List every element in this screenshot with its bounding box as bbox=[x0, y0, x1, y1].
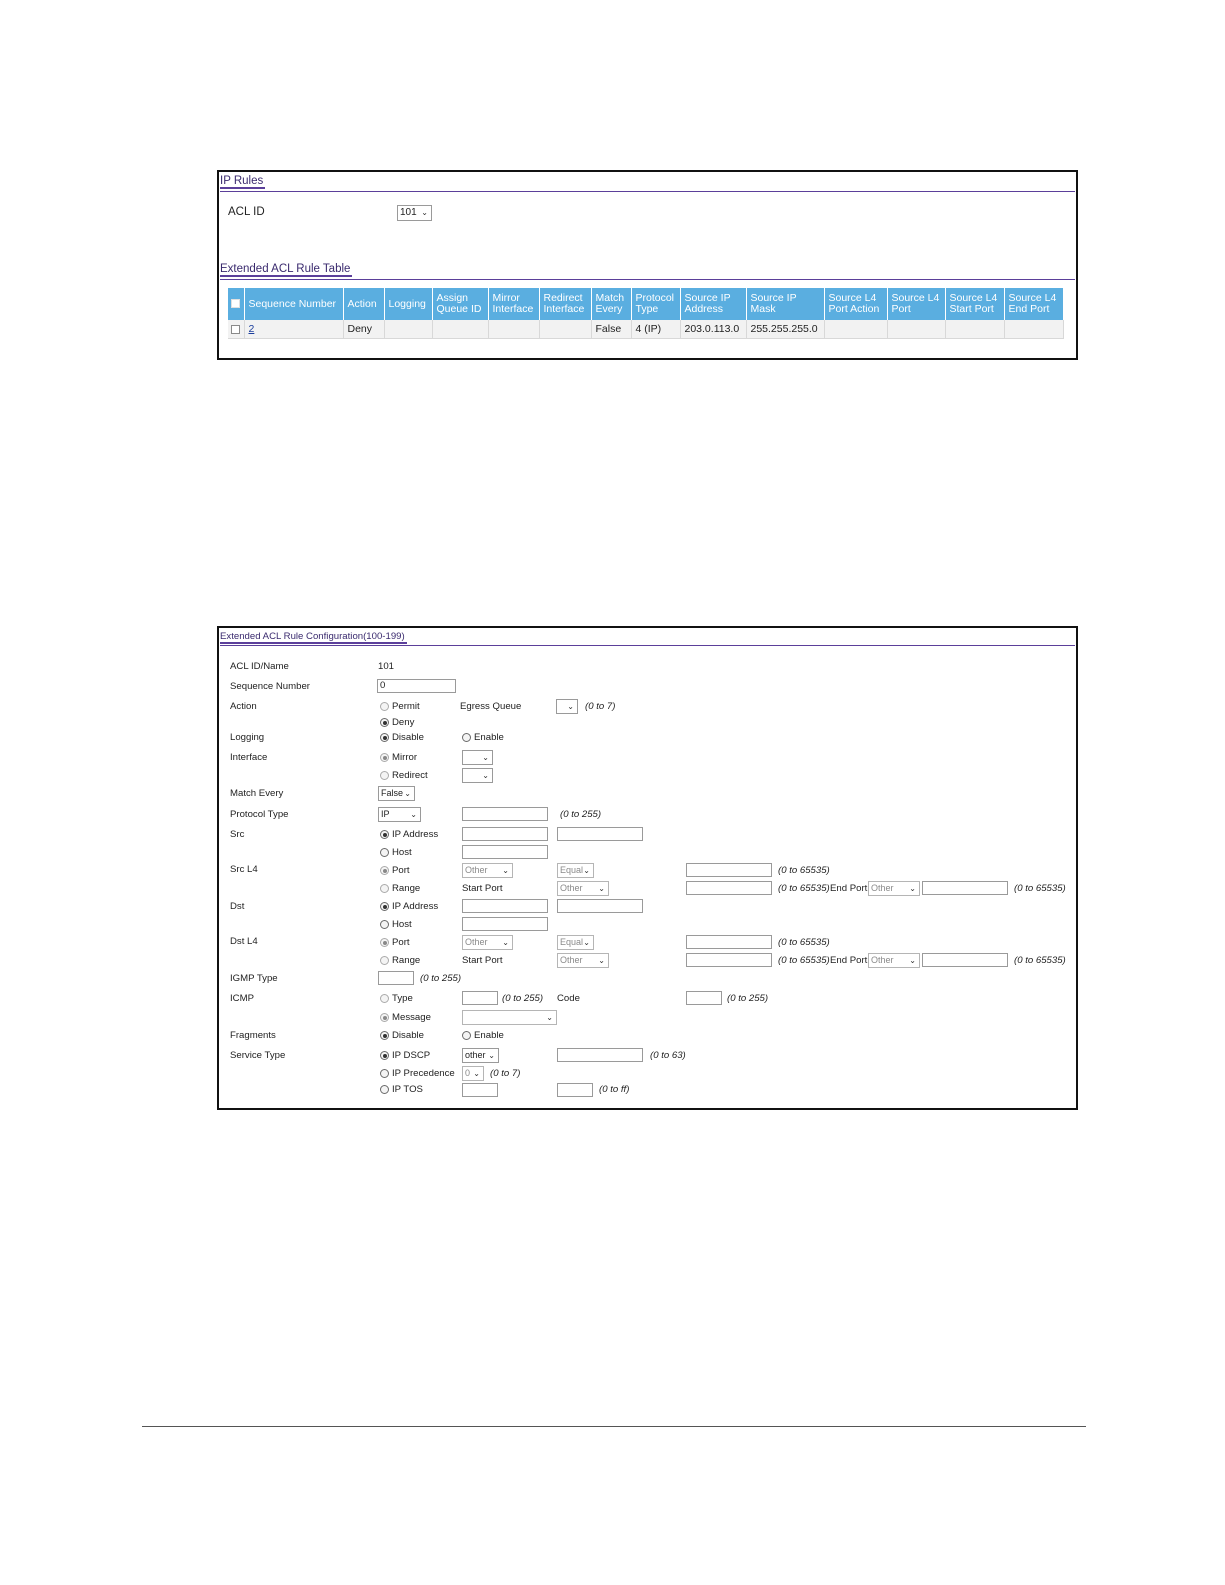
icmp-code-hint: (0 to 255) bbox=[727, 993, 769, 1004]
ip-tos-hint: (0 to ff) bbox=[599, 1084, 630, 1095]
interface-mirror-label: Mirror bbox=[392, 752, 418, 763]
cell-action: Deny bbox=[343, 320, 384, 339]
dst-l4-operator-value: Equal bbox=[560, 937, 584, 947]
dst-ip-address-radio[interactable] bbox=[380, 902, 389, 911]
row-checkbox[interactable] bbox=[231, 325, 240, 334]
src-l4-port-label: Port bbox=[392, 865, 410, 876]
cell-source-l4-port bbox=[887, 320, 945, 339]
row-checkbox-cell[interactable] bbox=[228, 320, 244, 339]
col-source-l4-port[interactable]: Source L4 Port bbox=[887, 288, 945, 320]
ip-dscp-hint: (0 to 63) bbox=[650, 1050, 686, 1061]
acl-id-name-value: 101 bbox=[378, 661, 395, 672]
protocol-number-input[interactable] bbox=[462, 807, 548, 821]
dst-l4-start-port-label: Start Port bbox=[462, 955, 503, 966]
icmp-code-input[interactable] bbox=[686, 991, 722, 1005]
protocol-number-hint: (0 to 255) bbox=[560, 809, 602, 820]
col-source-l4-end-port[interactable]: Source L4 End Port bbox=[1004, 288, 1063, 320]
section-divider bbox=[220, 279, 1075, 280]
fragments-disable-label: Disable bbox=[392, 1030, 424, 1041]
section-divider bbox=[220, 191, 1075, 192]
src-l4-start-port-select-value: Other bbox=[560, 883, 583, 893]
egress-queue-select[interactable] bbox=[556, 699, 578, 714]
ip-dscp-select-value: other bbox=[465, 1050, 486, 1060]
dst-l4-label: Dst L4 bbox=[230, 936, 258, 947]
src-ip-address-label: IP Address bbox=[392, 829, 439, 840]
table-row[interactable] bbox=[228, 320, 1063, 339]
chevron-down-icon: ⌄ bbox=[410, 810, 417, 819]
src-host-radio[interactable] bbox=[380, 848, 389, 857]
ip-precedence-hint: (0 to 7) bbox=[490, 1068, 521, 1079]
dst-host-input[interactable] bbox=[462, 917, 548, 931]
chevron-down-icon: ⌄ bbox=[598, 884, 605, 893]
dst-l4-port-radio[interactable] bbox=[380, 938, 389, 947]
cell-logging bbox=[384, 320, 432, 339]
interface-label: Interface bbox=[230, 752, 268, 763]
chevron-down-icon: ⌄ bbox=[583, 938, 590, 947]
sequence-number-label: Sequence Number bbox=[230, 681, 310, 692]
dst-l4-end-port-input[interactable] bbox=[922, 953, 1008, 967]
chevron-down-icon: ⌄ bbox=[546, 1013, 553, 1022]
col-source-l4-start-port[interactable]: Source L4 Start Port bbox=[945, 288, 1004, 320]
src-l4-end-port-input[interactable] bbox=[922, 881, 1008, 895]
dst-l4-end-port-label: End Port bbox=[830, 955, 868, 966]
chevron-down-icon: ⌄ bbox=[598, 956, 605, 965]
logging-disable-radio[interactable] bbox=[380, 733, 389, 742]
cell-sequence-number[interactable] bbox=[244, 320, 343, 339]
ip-rules-panel bbox=[217, 170, 1078, 360]
src-l4-port-radio[interactable] bbox=[380, 866, 389, 875]
src-l4-operator-value: Equal bbox=[560, 865, 584, 875]
dst-l4-port-label: Port bbox=[392, 937, 410, 948]
igmp-type-label: IGMP Type bbox=[230, 973, 278, 984]
dst-host-label: Host bbox=[392, 919, 412, 930]
fragments-enable-label: Enable bbox=[474, 1030, 504, 1041]
section-divider bbox=[220, 645, 1075, 646]
redirect-interface-select[interactable] bbox=[462, 768, 493, 783]
interface-redirect-radio[interactable] bbox=[380, 771, 389, 780]
col-match-every[interactable]: Match Every bbox=[591, 288, 631, 320]
ip-tos-input[interactable] bbox=[462, 1083, 498, 1097]
acl-rule-table bbox=[228, 288, 1064, 339]
acl-id-label: ACL ID bbox=[228, 206, 265, 218]
dst-ip-address-input[interactable] bbox=[462, 899, 548, 913]
protocol-type-select[interactable] bbox=[378, 807, 421, 822]
src-host-label: Host bbox=[392, 847, 412, 858]
logging-disable-label: Disable bbox=[392, 732, 424, 743]
table-header-row bbox=[228, 288, 1063, 320]
cell-redirect-interface bbox=[539, 320, 591, 339]
src-l4-end-port-select-value: Other bbox=[871, 883, 894, 893]
ip-dscp-input[interactable] bbox=[557, 1048, 643, 1062]
chevron-down-icon: ⌄ bbox=[909, 884, 916, 893]
icmp-type-radio[interactable] bbox=[380, 994, 389, 1003]
ip-dscp-radio[interactable] bbox=[380, 1051, 389, 1060]
config-section-title: Extended ACL Rule Configuration(100-199) bbox=[220, 631, 405, 642]
fragments-label: Fragments bbox=[230, 1030, 276, 1041]
action-label: Action bbox=[230, 701, 257, 712]
ip-tos-label: IP TOS bbox=[392, 1084, 423, 1095]
src-l4-start-port-select[interactable] bbox=[557, 881, 609, 896]
src-l4-port-select-value: Other bbox=[465, 865, 488, 875]
chevron-down-icon: ⌄ bbox=[502, 866, 509, 875]
col-action[interactable]: Action bbox=[343, 288, 384, 320]
dst-l4-start-port-select[interactable] bbox=[557, 953, 609, 968]
cell-source-l4-start-port bbox=[945, 320, 1004, 339]
chevron-down-icon: ⌄ bbox=[502, 938, 509, 947]
ip-tos-radio[interactable] bbox=[380, 1085, 389, 1094]
select-all-checkbox-cell[interactable] bbox=[228, 288, 244, 320]
ip-dscp-select[interactable] bbox=[462, 1048, 499, 1063]
dst-l4-end-port-select[interactable] bbox=[868, 953, 920, 968]
src-host-input[interactable] bbox=[462, 845, 548, 859]
ip-precedence-select[interactable] bbox=[462, 1066, 484, 1081]
chevron-down-icon: ⌄ bbox=[583, 866, 590, 875]
dst-l4-start-port-hint: (0 to 65535) bbox=[778, 955, 830, 966]
src-l4-range-label: Range bbox=[392, 883, 421, 894]
dst-l4-start-port-select-value: Other bbox=[560, 955, 583, 965]
fragments-enable-radio[interactable] bbox=[462, 1031, 471, 1040]
src-l4-start-port-label: Start Port bbox=[462, 883, 503, 894]
acl-id-select[interactable] bbox=[397, 205, 432, 221]
mirror-interface-select[interactable] bbox=[462, 750, 493, 765]
protocol-type-value: IP bbox=[381, 809, 390, 819]
src-ip-address-input[interactable] bbox=[462, 827, 548, 841]
chevron-down-icon: ⌄ bbox=[473, 1069, 480, 1078]
action-permit-label: Permit bbox=[392, 701, 420, 712]
dst-l4-port-input[interactable] bbox=[686, 935, 772, 949]
sequence-number-input[interactable]: 0 bbox=[377, 679, 456, 693]
col-assign-queue-id[interactable]: Assign Queue ID bbox=[432, 288, 488, 320]
acl-id-name-label: ACL ID/Name bbox=[230, 661, 289, 672]
egress-queue-label: Egress Queue bbox=[460, 701, 522, 712]
logging-enable-label: Enable bbox=[474, 732, 504, 743]
acl-id-value: 101 bbox=[400, 207, 417, 218]
dst-label: Dst bbox=[230, 901, 245, 912]
cell-protocol-type: 4 (IP) bbox=[631, 320, 680, 339]
src-l4-end-port-hint: (0 to 65535) bbox=[1014, 883, 1066, 894]
dst-ip-address-label: IP Address bbox=[392, 901, 439, 912]
egress-queue-hint: (0 to 7) bbox=[585, 701, 616, 712]
src-ip-address-radio[interactable] bbox=[380, 830, 389, 839]
ip-dscp-label: IP DSCP bbox=[392, 1050, 431, 1061]
chevron-down-icon: ⌄ bbox=[482, 771, 489, 780]
src-l4-label: Src L4 bbox=[230, 864, 258, 875]
cell-source-l4-end-port bbox=[1004, 320, 1063, 339]
igmp-type-input[interactable] bbox=[378, 971, 414, 985]
cell-source-ip-mask: 255.255.255.0 bbox=[746, 320, 824, 339]
chevron-down-icon: ⌄ bbox=[567, 702, 574, 711]
col-source-l4-port-action[interactable]: Source L4 Port Action bbox=[824, 288, 887, 320]
dst-l4-port-select-value: Other bbox=[465, 937, 488, 947]
ip-tos-mask-input[interactable] bbox=[557, 1083, 593, 1097]
logging-enable-radio[interactable] bbox=[462, 733, 471, 742]
src-l4-start-port-input[interactable] bbox=[686, 881, 772, 895]
icmp-message-label: Message bbox=[392, 1012, 431, 1023]
rule-table-title: Extended ACL Rule Table bbox=[220, 263, 351, 275]
match-every-label: Match Every bbox=[230, 788, 284, 799]
chevron-down-icon: ⌄ bbox=[482, 753, 489, 762]
src-label: Src bbox=[230, 829, 245, 840]
icmp-label: ICMP bbox=[230, 993, 254, 1004]
chevron-down-icon: ⌄ bbox=[488, 1051, 495, 1060]
src-l4-start-port-hint: (0 to 65535) bbox=[778, 883, 830, 894]
cell-assign-queue-id bbox=[432, 320, 488, 339]
src-l4-operator-select[interactable] bbox=[557, 863, 594, 878]
col-source-ip-mask[interactable]: Source IP Mask bbox=[746, 288, 824, 320]
icmp-code-label: Code bbox=[557, 993, 580, 1004]
sequence-number-link[interactable]: 2 bbox=[248, 323, 255, 335]
col-sequence-number[interactable]: Sequence Number bbox=[244, 288, 343, 320]
dst-l4-end-port-hint: (0 to 65535) bbox=[1014, 955, 1066, 966]
icmp-message-select[interactable] bbox=[462, 1010, 557, 1025]
acl-rule-config-panel bbox=[217, 626, 1078, 1110]
icmp-type-input[interactable] bbox=[462, 991, 498, 1005]
chevron-down-icon: ⌄ bbox=[404, 789, 411, 798]
match-every-value: False bbox=[381, 788, 404, 798]
page-footer-rule bbox=[142, 1426, 1086, 1427]
cell-source-l4-port-action bbox=[824, 320, 887, 339]
protocol-type-label: Protocol Type bbox=[230, 809, 289, 820]
dst-l4-end-port-select-value: Other bbox=[871, 955, 894, 965]
dst-l4-port-select[interactable] bbox=[462, 935, 513, 950]
fragments-disable-radio[interactable] bbox=[380, 1031, 389, 1040]
action-deny-label: Deny bbox=[392, 717, 415, 728]
action-permit-radio[interactable] bbox=[380, 702, 389, 711]
cell-mirror-interface bbox=[488, 320, 539, 339]
logging-label: Logging bbox=[230, 732, 265, 743]
icmp-message-radio[interactable] bbox=[380, 1013, 389, 1022]
col-redirect-interface[interactable]: Redirect Interface bbox=[539, 288, 591, 320]
interface-mirror-radio[interactable] bbox=[380, 753, 389, 762]
service-type-label: Service Type bbox=[230, 1050, 286, 1061]
col-mirror-interface[interactable]: Mirror Interface bbox=[488, 288, 539, 320]
cell-match-every: False bbox=[591, 320, 631, 339]
cell-source-ip-address: 203.0.113.0 bbox=[680, 320, 746, 339]
igmp-type-hint: (0 to 255) bbox=[420, 973, 462, 984]
col-source-ip-address[interactable]: Source IP Address bbox=[680, 288, 746, 320]
interface-redirect-label: Redirect bbox=[392, 770, 428, 781]
src-l4-port-hint: (0 to 65535) bbox=[778, 865, 830, 876]
match-every-select[interactable] bbox=[378, 786, 415, 801]
icmp-type-label: Type bbox=[392, 993, 413, 1004]
src-ip-mask-input[interactable] bbox=[557, 827, 643, 841]
dst-l4-start-port-input[interactable] bbox=[686, 953, 772, 967]
dst-l4-operator-select[interactable] bbox=[557, 935, 594, 950]
dst-ip-mask-input[interactable] bbox=[557, 899, 643, 913]
col-protocol-type[interactable]: Protocol Type bbox=[631, 288, 680, 320]
chevron-down-icon: ⌄ bbox=[421, 208, 428, 217]
select-all-checkbox[interactable] bbox=[231, 299, 240, 308]
ip-precedence-label: IP Precedence bbox=[392, 1068, 455, 1079]
chevron-down-icon: ⌄ bbox=[909, 956, 916, 965]
ip-precedence-select-value: 0 bbox=[465, 1068, 471, 1078]
src-l4-end-port-select[interactable] bbox=[868, 881, 920, 896]
dst-l4-port-hint: (0 to 65535) bbox=[778, 937, 830, 948]
action-deny-radio[interactable] bbox=[380, 718, 389, 727]
dst-l4-range-radio[interactable] bbox=[380, 956, 389, 965]
src-l4-port-select[interactable] bbox=[462, 863, 513, 878]
dst-l4-range-label: Range bbox=[392, 955, 421, 966]
ip-precedence-radio[interactable] bbox=[380, 1069, 389, 1078]
ip-rules-section-title: IP Rules bbox=[220, 175, 264, 187]
src-l4-port-input[interactable] bbox=[686, 863, 772, 877]
src-l4-range-radio[interactable] bbox=[380, 884, 389, 893]
col-logging[interactable]: Logging bbox=[384, 288, 432, 320]
src-l4-end-port-label: End Port bbox=[830, 883, 868, 894]
icmp-type-hint: (0 to 255) bbox=[502, 993, 544, 1004]
dst-host-radio[interactable] bbox=[380, 920, 389, 929]
